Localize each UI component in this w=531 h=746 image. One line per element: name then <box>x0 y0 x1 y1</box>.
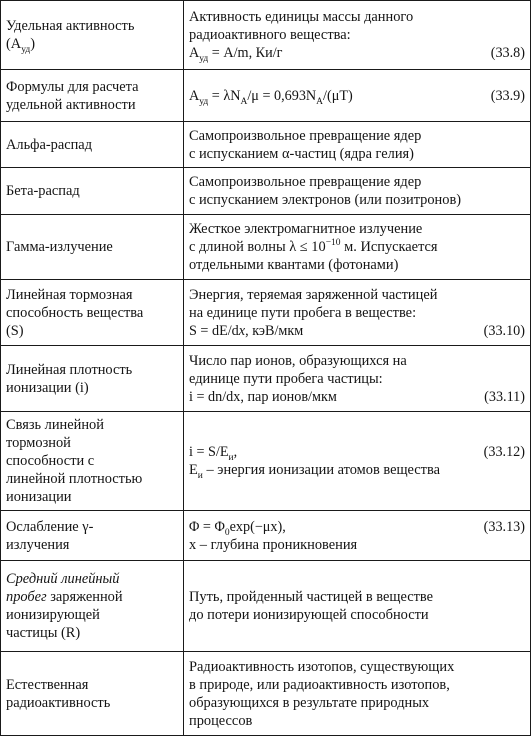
equation-number: (33.11) <box>484 388 525 405</box>
formula: $A_{уд} = \lambda N_A/\mu = 0,693N_A/(\mu T)$ <box>189 87 353 107</box>
term-line: способность вещества <box>6 304 144 321</box>
formula-line <box>189 518 525 536</box>
table-row <box>1 70 531 122</box>
term-cell <box>1 346 184 412</box>
term-italic: Средний линейный <box>6 571 120 587</box>
term-line: линейной плотностью <box>6 471 143 487</box>
term-line: Линейная плотность <box>6 361 133 378</box>
term-line: излучения <box>6 536 70 553</box>
formula-line <box>189 44 525 62</box>
term-line: ионизации <box>6 489 72 505</box>
equation-number: (33.10) <box>483 322 525 339</box>
formula-line <box>189 388 525 406</box>
table-row <box>1 346 531 412</box>
term-line: ионизации (i) <box>6 379 89 396</box>
definition-cell <box>184 561 531 652</box>
term-cell <box>1 561 184 652</box>
definition-line: с испусканием электронов (или позитронов) <box>189 192 462 208</box>
definition-cell <box>184 652 531 736</box>
definition-cell <box>184 215 531 280</box>
definition-line: процессов <box>189 712 253 729</box>
term-cell <box>1 412 184 511</box>
term-line: Гамма-излучение <box>6 239 113 255</box>
definition-line: $E_и$ – энергия ионизации атомов вещества <box>189 462 440 481</box>
term-line: способности с <box>6 453 95 469</box>
definition-cell <box>184 1 531 70</box>
definition-line: радиоактивного вещества: <box>189 27 351 43</box>
formula-line <box>189 87 525 105</box>
definition-cell <box>184 70 531 122</box>
term-line: частицы (R) <box>6 625 81 641</box>
term-cell <box>1 1 184 70</box>
definition-line: Активность единицы массы данного <box>189 9 414 25</box>
equation-number: (33.9) <box>490 87 525 104</box>
definition-line: до потери ионизирующей способности <box>189 607 429 623</box>
equation-number: (33.12) <box>483 444 525 460</box>
term-line: тормозной <box>6 435 71 451</box>
term-line: Линейная тормозная <box>6 286 133 303</box>
term-italic: пробег <box>6 589 47 605</box>
definition-line: Энергия, теряемая заряженной частицей <box>189 286 438 303</box>
term-line: Бета-распад <box>6 183 80 199</box>
term-cell <box>1 215 184 280</box>
table-row <box>1 1 531 70</box>
definition-cell <box>184 168 531 215</box>
definition-cell <box>184 346 531 412</box>
definition-cell <box>184 412 531 511</box>
definition-cell <box>184 511 531 561</box>
definition-line: Самопроизвольное превращение ядер <box>189 174 422 190</box>
formula: i = dn/dx, пар ионов/мкм <box>189 388 337 405</box>
term-line: Альфа-распад <box>6 136 93 153</box>
definition-line: x – глубина проникновения <box>189 536 358 553</box>
equation-number: (33.8) <box>490 45 525 61</box>
formula: $\Phi = \Phi_0\exp(-\mu x)$, <box>189 518 286 538</box>
term-cell <box>1 280 184 346</box>
table-row <box>1 511 531 561</box>
term-line: ионизирующей <box>6 607 100 623</box>
definition-line: образующихся в результате природных <box>189 694 430 711</box>
table-row <box>1 215 531 280</box>
table-row <box>1 168 531 215</box>
term-cell <box>1 652 184 736</box>
term-cell <box>1 511 184 561</box>
definition-line: Путь, пройденный частицей в веществе <box>189 589 433 605</box>
term-rest: заряженной <box>46 589 123 605</box>
definition-line: Жесткое электромагнитное излучение <box>189 221 423 237</box>
definition-line: Самопроизвольное превращение ядер <box>189 127 422 144</box>
table-row <box>1 561 531 652</box>
definition-line: единице пути пробега частицы: <box>189 370 383 387</box>
table-row <box>1 412 531 511</box>
formula-line <box>189 322 525 340</box>
definition-line: с длиной волны $\lambda \le 10^{-10}$ м. Испускается <box>189 238 438 255</box>
term-line: Естественная <box>6 676 89 693</box>
definition-line: Радиоактивность изотопов, существующих <box>189 658 455 675</box>
table-row <box>1 652 531 736</box>
formula: $i = S/E_и$, <box>189 444 238 463</box>
formula-line <box>189 443 525 461</box>
definition-line: в природе, или радиоактивность изотопов, <box>189 676 450 693</box>
term-line: Связь линейной <box>6 417 104 433</box>
term-line: Удельная активность <box>6 18 135 34</box>
definition-line: Число пар ионов, образующихся на <box>189 352 407 369</box>
term-line <box>6 588 178 606</box>
term-line: радиоактивность <box>6 694 111 711</box>
term-cell <box>1 168 184 215</box>
definition-line: отдельными квантами (фотонами) <box>189 257 399 273</box>
table-row <box>1 280 531 346</box>
definition-cell <box>184 122 531 168</box>
equation-number: (33.13) <box>483 518 525 535</box>
formula: S = dE/dx, кэВ/мкм <box>189 322 304 339</box>
definition-line: с испусканием α-частиц (ядра гелия) <box>189 145 414 162</box>
term-line: Ослабление γ- <box>6 518 94 535</box>
term-cell <box>1 70 184 122</box>
definition-cell <box>184 280 531 346</box>
term-line: Формулы для расчета <box>6 78 139 95</box>
term-cell <box>1 122 184 168</box>
definition-line: на единице пути пробега в веществе: <box>189 304 417 321</box>
formula: $A_{уд} = A/m$, Ки/г <box>189 45 283 64</box>
term-line: удельной активности <box>6 96 136 113</box>
term-line <box>6 570 178 588</box>
term-line: (S) <box>6 322 24 339</box>
table-row <box>1 122 531 168</box>
term-line: $(A_{уд})$ <box>6 36 35 55</box>
